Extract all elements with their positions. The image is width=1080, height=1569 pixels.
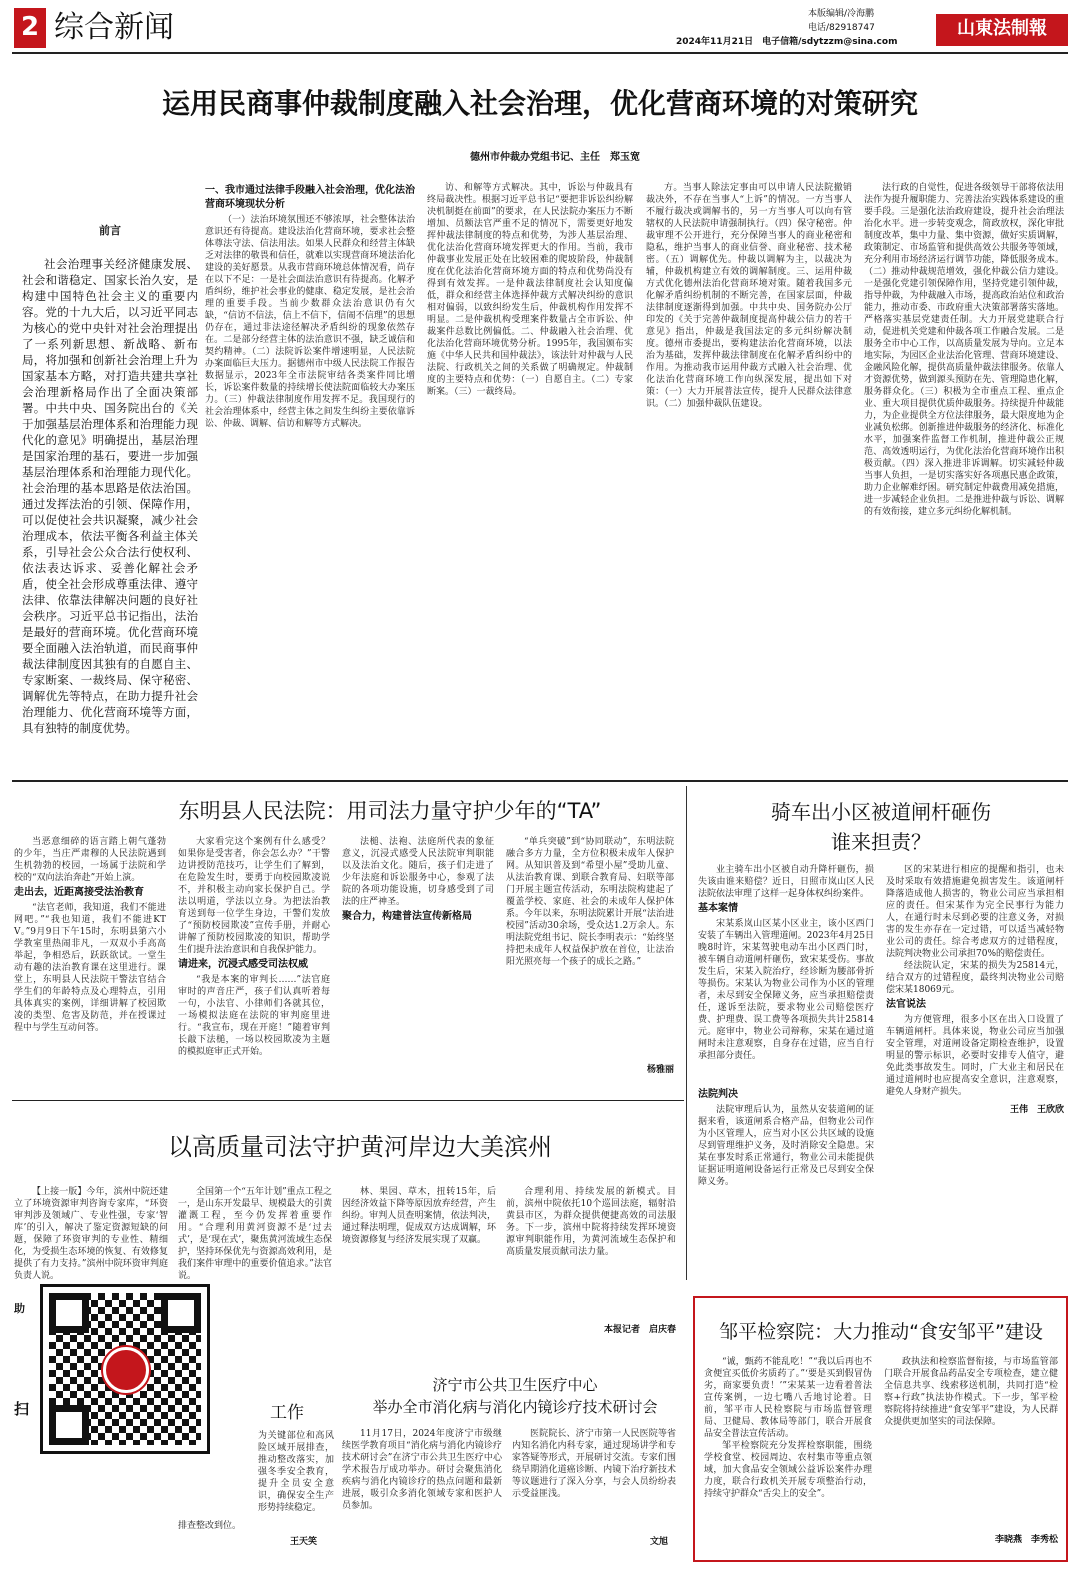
dongming-text-b: “法官老师，我知道，我们不能进网吧。”“我也知道，我们不能进KTV。”9月9日下午15时，东明县第六小学教室里热闹非凡，一双双小手高高举起，争相恐后，跃跃欲试。一堂生动有趣的法治教育课在这里进行。课堂上，东明县人民法院干警法官结合学生们的年龄特点及心理特点，引用具体真实的案例，详细讲解了校园欺凌的类型、危害及防范，并在授课过程中与学生互动问答。 — [14, 903, 166, 1033]
dongming-col4 — [506, 836, 674, 1092]
bottom-left-partial-title: 工作 — [270, 1403, 304, 1423]
qiche-col1 — [698, 864, 874, 1284]
dongming-text-d: “我是本案的审判长……”法官庭审时的声音庄严，孩子们认真听着每一句，小法官、小律师们各就其位，一场模拟法庭在法院的审判庭里进行。“我宣布，现在开庭！”随着审判长敲下法槌，一场以校园欺凌为主题的模拟庭审正式开始。 — [178, 975, 330, 1057]
masthead-logo: 山東法制報 — [936, 14, 1068, 46]
qiche-title-line2: 谁来担责？ — [831, 830, 931, 854]
zouping-text-c: 政执法和检察监督衔接，与市场监管部门联合开展食品药品安全专项检查，建立健全信息共享、线索移送机制，共同打造“检察+行政”执法协作模式。下一步，邹平检察院将持续推进“食安邹平”建设，为人民群众提供更加坚实的司法保障。 — [884, 1357, 1058, 1427]
dongming-text-c: 大家看完这个案例有什么感受？如果你是受害者，你会怎么办？”干警边讲授防范技巧，让学生们了解到，在危险发生时，要勇于向校园欺凌说不，并积极主动向家长保护自己。学法以明道，学法以立身。为把法治教育送到每一位学生身边，干警们发放了“预防校园欺凌”宣传手册，并耐心讲解了预防校园欺凌的知识，帮助学生们提升法治意识和自我保护能力。 — [178, 837, 330, 955]
lead-bottom-rule — [12, 780, 1068, 782]
binzhou-title: 以高质量司法守护黄河岸边大美滨州 — [168, 1133, 552, 1161]
qiche-text-a: 业主骑车出小区被自动升降杆砸伤，损失该由谁来赔偿？近日，日照市岚山区人民法院依法审理了这样一起身体权纠纷案件。 — [698, 865, 874, 899]
preface-text: 社会治理事关经济健康发展、社会和谐稳定、国家长治久安，是构建中国特色社会主义的重要内容。党的十九大后，以习近平同志为核心的党中央针对社会治理提出了一系列新思想、新战略、新布局，将加强和创新社会治理上升为国家基本方略，对打造共建共享社会治理新格局作出了全面决策部署。中共中央、国务院出台的《关于加强基层治理体系和治理能力现代化的意见》明确提出，基层治理是国家治理的基石，要进一步加强基层治理体系和治理能力现代化。社会治理的基本思路是依法治国。通过发挥法治的引领、保障作用，可以促使社会共识凝聚，减少社会治理成本，依法平衡各利益主体关系，引导社会公众合法行使权利、依法表达诉求、妥善化解社会矛盾，使全社会形成尊重法律、遵守法律、依靠法律解决问题的良好社会秩序。习近平总书记指出，法治是最好的营商环境。优化营商环境要全面融入法治轨道，而民商事仲裁法律制度因其独有的自愿自主、专家断案、一裁终局、保守秘密、调解优先等特点，在助力提升社会治理能力、优化营商环境等方面，具有独特的制度优势。 — [22, 257, 198, 735]
zouping-col2 — [884, 1356, 1058, 1552]
dongming-author: 杨雅丽 — [646, 1065, 674, 1075]
dongming-subhead-1: 走出去，近距离接受法治教育 — [14, 887, 144, 898]
dongming-subhead-3: 聚合力，构建普法宣传新格局 — [342, 911, 472, 922]
qiche-text-f: 为方便管理，很多小区在出入口设置了车辆道闸杆。具体来说，物业公司应当加强安全管理，对道闸设备定期检查维护，设置明显的警示标识，必要时安排专人值守，避免此类事故发生。同时，广大业主和居民在通过道闸时也应提高安全意识，注意观察，避免人身财产损失。 — [886, 1015, 1064, 1097]
qiche-text-d: 区的宋某进行相应的提醒和指引，也未及时采取有效措施避免损害发生。该道闸杆降落造成他人损害的，物业公司应当承担相应的责任。但宋某作为完全民事行为能力人，在通行时未尽到必要的注意义务，对损害的发生亦存在一定过错，可以适当减轻物业公司的责任。综合考虑双方的过错程度，法院判决物业公司承担70%的赔偿责任。 — [886, 865, 1064, 959]
zouping-col1 — [704, 1356, 872, 1552]
qiche-title-line1: 骑车出小区被道闸杆砸伤 — [771, 800, 991, 824]
phone-line: 电话/82918747 — [808, 23, 875, 33]
page-number-badge: 2 — [14, 8, 46, 48]
binzhou-text-a: 【上接一版】今年，滨州中院还建立了环境资源审判咨询专家库，“环资审判涉及领域广、专业性强，专家‘智库’的引入，解决了鉴定资源短缺的问题，保障了环资审判的专业性、精细化，为受损生态环境的恢复、有效修复提供了有力支持。”滨州中院环资审判庭负责人说。 — [14, 1187, 168, 1281]
binzhou-text-b: 全国第一个“五年计划”重点工程之一，是山东开发最早、规模最大的引黄灌溉工程，至今仍发挥着重要作用。“合理利用黄河资源不是‘过去式’，是‘现在式’，聚焦黄河流域生态保护，坚持环保优先与资源高效利用，是我们案件审理中的重要价值追求。”法官说。 — [178, 1187, 332, 1281]
dongming-bottom-rule — [12, 1100, 684, 1101]
binzhou-col4 — [506, 1186, 676, 1346]
zouping-text-a: “诚，甄药不能乱吃！”“我以后再也不贪便宜买低价劣质药了。”‘要是买到假冒伪劣，商家要负责！’”宋某某一边看着普法宣传案例，一边七嘴八舌地讨论着。日前，邹平市人民检察院与市场监督管理局、卫健局、教体局等部门，联合开展食品安全普法宣传活动。 — [704, 1357, 872, 1439]
binzhou-author: 本报记者 启庆春 — [603, 1325, 676, 1335]
bottom-left-label-1: 助 — [14, 1302, 25, 1315]
zouping-text-b: 邹平检察院充分发挥检察职能，围绕学校食堂、校园周边、农村集市等重点领域，加大食品安全领域公益诉讼案件办理力度，联合行政机关开展专项整治行动，持续守护群众“舌尖上的安全”。 — [704, 1441, 872, 1499]
lead-col5-text: 法行政的自觉性，促进各级领导干部将依法用法作为提升履职能力、完善法治实践体系建设的重要手段。三是强化法治政府建设，提升社会治理法治化水平。进一步转变观念，简政放权，深化审批制度改革，集中力量、集中资源，做好实质调解，政策制定、市场监管和提供高效公共服务等领域，充分利用市场经济运行调节功能，降低服务成本。（二）推动仲裁规范增效，强化仲裁公信力建设。一是强化党建引领保障作用，坚持党建引领仲裁，指导仲裁，为仲裁融入市场，提高政治站位和政治能力，推动市委、市政府重大决策部署落实落地。严格落实基层党建责任制。大力开展党建联合行动，促进机关党建和仲裁各项工作融合发展。二是服务全市中心工作，以高质量发展为导向。立足本地实际，为园区企业法治化管理、营商环境建设、金融风险化解，提供高质量仲裁法律服务。依靠人才资源优势，做到源头预防在先、管理隐患化解，服务群众化。（三）积极为全市重点工程、重点企业、重大项目提供优质仲裁服务。持续提升仲裁能力，为企业提供全方位法律服务，最大限度地为企业减负松绑。创新推进仲裁服务的经济化、标准化水平，加强案件监督工作机制，推进仲裁公正规范、高效透明运行，为优化法治化营商环境作出积极贡献。（四）深入推进非诉调解。切实减轻仲裁当事人负担，一是切实落实好各项惠民惠企政策，助力企业解难纾困。研究制定仲裁费用减免措施，进一步减轻企业负担。二是推进仲裁与诉讼、调解的有效衔接，建立多元纠纷化解机制。 — [864, 183, 1064, 517]
date-email-line: 2024年11月21日 电子信箱/sdytzzm@sina.com — [676, 37, 898, 47]
qr-finder-tr — [161, 1293, 201, 1333]
qiche-subhead-2: 法院判决 — [698, 1089, 738, 1100]
zouping-author: 李晓燕 李秀松 — [994, 1535, 1058, 1545]
dongming-col2 — [178, 836, 330, 1092]
section-title: 综合新闻 — [54, 10, 174, 45]
qiche-author: 王伟 王欣欣 — [1009, 1105, 1064, 1115]
dongming-subhead-2: 请进来，沉浸式感受司法权威 — [178, 959, 308, 970]
dongming-col3 — [342, 836, 494, 1092]
qiche-col2 — [886, 864, 1064, 1284]
lead-title: 运用民商事仲裁制度融入社会治理，优化营商环境的对策研究 — [161, 87, 918, 120]
bottom-left-author: 王天笑 — [290, 1537, 318, 1547]
qiche-subhead-3: 法官说法 — [886, 999, 926, 1010]
header-rule — [12, 52, 1068, 54]
bottom-left-closing: 排查整改到位。 — [178, 1521, 242, 1531]
lead-col2-heading: 一、我市通过法律手段融入社会治理，优化法治营商环境现状分析 — [205, 185, 415, 210]
binzhou-text-c: 林、果园、草木，扭转15年，后因经济效益下降等原因放弃经营，产生纠纷。审判人员查明案情，依法判决，通过释法明理，促成双方达成调解，环境资源修复与经济发展实现了双赢。 — [342, 1187, 496, 1245]
qr-finder-bl — [49, 1405, 89, 1445]
jining-text-b: 医院院长、济宁市第一人民医院等省内知名消化内科专家，通过现场讲学和专家答疑等形式，开展研讨交流。专家们围绕早期消化道癌诊断、内镜下治疗新技术等议题进行了深入分享，与会人员纷纷表示受益匪浅。 — [512, 1429, 676, 1499]
lead-col3-text: 访、和解等方式解决。其中，诉讼与仲裁具有终局裁决性。根据习近平总书记“要把非诉讼纠纷解决机制挺在前面”的要求，在人民法院办案压力不断增加、员额法官严重不足的情况下，需要更好地发挥仲裁法律制度的特点和优势，为涉人基层治理、优化法治化营商环境发挥更大的作用。当前，我市仲裁事业发展正处在比较困难的爬坡阶段，仲裁制度在优化法治化营商环境方面的特点和优势尚没有得到有效发挥。一是仲裁法律制度社会认知度偏低，群众和经营主体选择仲裁方式解决纠纷的意识相对偏弱，以致纠纷发生后，仲裁机构作用发挥不明显。二是仲裁机构受理案件数量占全市诉讼、仲裁案件总数比例偏低。二、仲裁融入社会治理、优化法治化营商环境优势分析。1995年，我国颁布实施《中华人民共和国仲裁法》，该法针对仲裁与人民法院、行政机关之间的关系做了明确规定。仲裁制度的主要特点和优势：（一）自愿自主。（二）专家断案。（三）一裁终局。 — [427, 183, 633, 397]
dongming-col1 — [14, 836, 166, 1092]
dongming-text-e: 法槌、法袍、法庭所代表的象征意义，沉浸式感受人民法院审判职能以及法治文化。随后，孩子们走进了少年法庭和诉讼服务中心，参观了法院的各项功能设施，切身感受到了司法的庄严神圣。 — [342, 837, 494, 907]
qr-code[interactable] — [40, 1284, 210, 1454]
qiche-text-c: 法院审理后认为，虽然从安装道闸的证据来看，该道闸系合格产品，但物业公司作为小区管理人，应当对小区公共区域的设施尽到管理维护义务，及时消除安全隐患。宋某在事发时系正常通行，物业公司未能提供证据证明道闸设备运行正常及已尽到安全保障义务。 — [698, 1105, 874, 1187]
lead-col2-text: （一）法治环境氛围还不够浓厚，社会整体法治意识还有待提高。建设法治化营商环境，要求社会整体尊法守法、信法用法。如果人民群众和经营主体缺乏对法律的敬畏和信任，就难以实现营商环境法治化建设的美好愿景。从我市营商环境总体情况看，尚存在以下不足：一是社会面法治意识有待提高。化解矛盾纠纷，维护社会事业的健康、稳定发展，是社会治理的重要手段。当前少数群众法治意识仍有欠缺，“信访不信法，信上不信下，信闹不信理”的思想仍存在，通过非法途径解决矛盾纠纷的现象依然存在。二是部分经营主体的法治意识不强，缺乏诚信和契约精神。（二）法院诉讼案件增速明显，人民法院办案面临巨大压力。据德州市中级人民法院工作报告数据显示，2023年全市法院审结各类案件同比增长，诉讼案件数量的持续增长使法院面临较大办案压力。（三）仲裁法律制度作用发挥不足。我国现行的社会治理体系中，经营主体之间发生纠纷主要依靠诉讼、仲裁、调解、信访和解等方式解决。 — [205, 215, 415, 429]
lead-byline: 德州市仲裁办党组书记、主任 郑玉宽 — [470, 152, 640, 163]
jining-title-line1: 济宁市公共卫生医疗中心 — [432, 1376, 598, 1394]
editor-line: 本版编辑/冷海鹏 — [808, 9, 875, 19]
qr-finder-tl — [49, 1293, 89, 1333]
jining-text-a: 11月17日，2024年度济宁市级继续医学教育项目“消化病与消化内镜诊疗技术研讨会”在济宁市公共卫生医疗中心学术报告厅成功举办。研讨会聚焦消化疾病与消化内镜诊疗的热点问题和最新进展，吸引众多消化领域专家和医护人员参加。 — [342, 1429, 502, 1511]
qiche-text-b: 宋某系岚山区某小区业主，该小区西门安装了车辆出入管理道闸。2023年4月25日晚8时许，宋某驾驶电动车出小区西门时，被车辆自动道闸杆砸伤，致宋某受伤。事故发生后，宋某入院治疗，经诊断为腰部骨折等损伤。宋某认为物业公司作为小区的管理者，未尽到安全保障义务，应当承担赔偿责任，遂诉至法院，要求物业公司赔偿医疗费、护理费、误工费等各项损失共计25814元。庭审中，物业公司辩称，宋某在通过道闸时未注意观察，自身存在过错，应当自行承担部分责任。 — [698, 919, 874, 1061]
qiche-subhead-1: 基本案情 — [698, 903, 738, 914]
binzhou-text-d: 合理利用、持续发展的新模式。目前，滨州中院依托10个巡回法庭，辐射沿黄县市区，为群众提供便捷高效的司法服务。下一步，滨州中院将持续发挥环境资源审判职能作用，为黄河流域生态保护和高质量发展贡献司法力量。 — [506, 1187, 676, 1257]
dongming-text-a: 当恶意细碎的语言踏上朝气蓬勃的少年，当庄严肃穆的人民法院遇到生机勃勃的校园，一场属于法院和学校的“双向法治奔赴”开始上演。 — [14, 837, 166, 883]
bottom-left-text: 为关键部位和高风险区域开展排查，推动整改落实，加强冬季安全教育，提升全员安全意识，确保安全生产形势持续稳定。 — [258, 1431, 334, 1513]
preface-heading: 前言 — [99, 224, 121, 237]
dongming-right-rule — [686, 786, 687, 1280]
lead-col2 — [205, 182, 415, 772]
bottom-left-label-2: 扫 — [14, 1400, 30, 1418]
qr-center-logo-icon — [103, 1347, 149, 1393]
jining-title-line2: 举办全市消化病与消化内镜诊疗技术研讨会 — [372, 1398, 658, 1416]
lead-preface — [22, 222, 198, 735]
zouping-title: 邹平检察院：大力推动“食安邹平”建设 — [719, 1321, 1043, 1343]
dongming-text-f: “单兵突破”到“协同联动”，东明法院融合多方力量，全方位积极未成年人保护网。从知识普及到“希望小屋”受助儿童、从法治教育课、到联合教育局、妇联等部门开展主题宣传活动，东明法院构建起了覆盖学校、家庭、社会的未成年人保护体系。今年以来，东明法院累计开展“法治进校园”活动30余场，受众达1.2万余人。东明法院党组书记、院长李明表示：“始终坚持把未成年人权益保护放在首位，让法治阳光照亮每一个孩子的成长之路。” — [506, 837, 674, 967]
jining-author: 文旭 — [650, 1537, 669, 1547]
qiche-text-e: 经法院认定，宋某的损失为25814元，结合双方的过错程度，最终判决物业公司赔偿宋某18069元。 — [886, 961, 1064, 995]
lead-col4-text: 方。当事人除法定事由可以申请人民法院撤销裁决外，不存在当事人“上诉”的情况。一方当事人不履行裁决或调解书的，另一方当事人可以向有管辖权的人民法院申请强制执行。（四）保守秘密。仲裁审理不公开进行，充分保障当事人的商业秘密和隐私，维护当事人的商业信誉、商业秘密、技术秘密。（五）调解优先。仲裁以调解为主，以裁决为辅，仲裁机构建立有效的调解制度。三、运用仲裁方式优化德州法治化营商环境对策。随着我国多元化解矛盾纠纷机制的不断完善，在国家层面，仲裁法律制度逐渐得到加强。中共中央、国务院办公厅印发的《关于完善仲裁制度提高仲裁公信力的若干意见》指出，仲裁是我国法定的多元纠纷解决制度。德州市委提出，要构建法治化营商环境，以法治为基础，发挥仲裁法律制度在化解矛盾纠纷中的作用。为推动我市运用仲裁方式融入社会治理、优化法治化营商环境工作向纵深发展，提出如下对策：（一）大力开展普法宣传，提升人民群众法律意识。（二）加强仲裁队伍建设。 — [646, 183, 852, 409]
dongming-title: 东明县人民法院：用司法力量守护少年的“TA” — [178, 799, 602, 823]
